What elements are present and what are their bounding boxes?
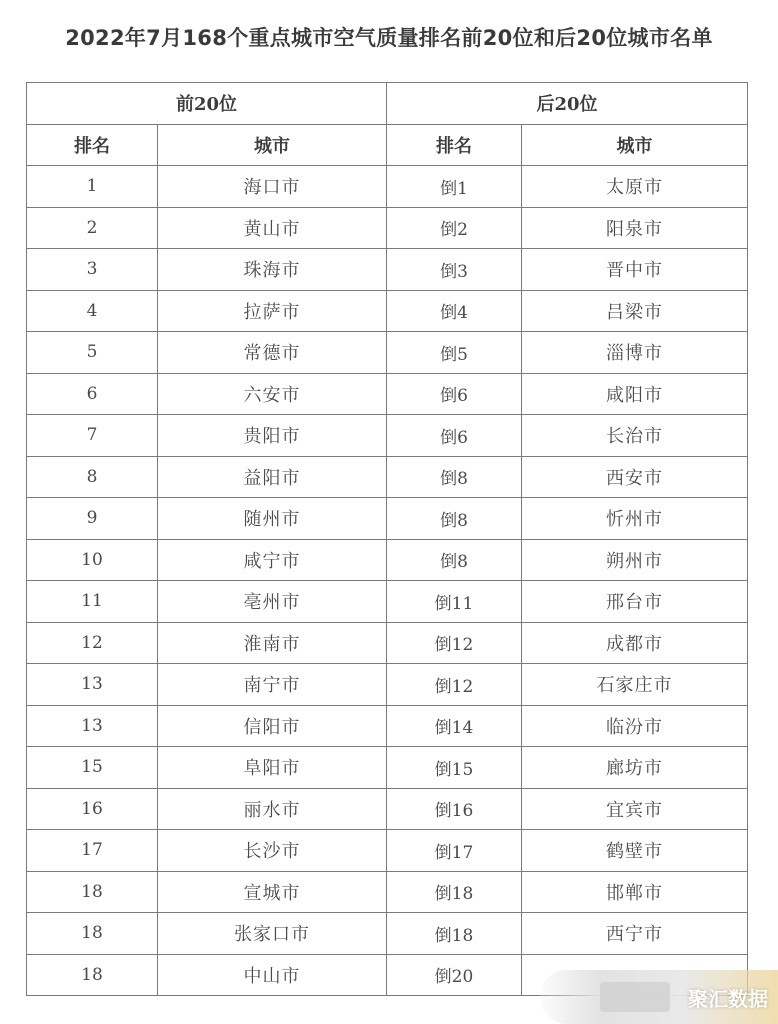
- table-body: [27, 166, 748, 996]
- city-top-cell: 随州市: [158, 498, 387, 540]
- table-row: [27, 788, 748, 830]
- city-bottom-cell: 石家庄市: [522, 664, 748, 706]
- table-row: [27, 622, 748, 664]
- city-bottom-cell: 淄博市: [522, 332, 748, 374]
- column-header-rank-bottom: 排名: [387, 124, 522, 166]
- table-row: [27, 830, 748, 872]
- table-row: [27, 249, 748, 291]
- group-header-row: [27, 83, 748, 125]
- rank-top-cell: 6: [27, 373, 158, 415]
- rank-bottom-cell: 倒2: [387, 207, 522, 249]
- city-top-cell: 丽水市: [158, 788, 387, 830]
- city-top-cell: 长沙市: [158, 830, 387, 872]
- rank-top-cell: 4: [27, 290, 158, 332]
- rank-top-cell: 3: [27, 249, 158, 291]
- rank-top-cell: 10: [27, 539, 158, 581]
- rank-bottom-cell: 倒5: [387, 332, 522, 374]
- rank-bottom-cell: 倒17: [387, 830, 522, 872]
- rank-top-cell: 12: [27, 622, 158, 664]
- watermark-text: 聚汇数据: [688, 986, 768, 1011]
- city-top-cell: 南宁市: [158, 664, 387, 706]
- column-header-city-top: 城市: [158, 124, 387, 166]
- table-row: [27, 207, 748, 249]
- table-row: [27, 415, 748, 457]
- city-bottom-cell: 朔州市: [522, 539, 748, 581]
- city-bottom-cell: 西安市: [522, 456, 748, 498]
- rank-top-cell: 11: [27, 581, 158, 623]
- rank-bottom-cell: 倒4: [387, 290, 522, 332]
- city-bottom-cell: 吕梁市: [522, 290, 748, 332]
- city-bottom-cell: 忻州市: [522, 498, 748, 540]
- city-top-cell: 珠海市: [158, 249, 387, 291]
- table-row: [27, 664, 748, 706]
- city-top-cell: 常德市: [158, 332, 387, 374]
- city-top-cell: 拉萨市: [158, 290, 387, 332]
- rank-top-cell: 18: [27, 954, 158, 996]
- group-header-top20: 前20位: [27, 83, 387, 125]
- rank-top-cell: 8: [27, 456, 158, 498]
- rank-top-cell: 2: [27, 207, 158, 249]
- table-row: [27, 456, 748, 498]
- rank-top-cell: 7: [27, 415, 158, 457]
- city-top-cell: 信阳市: [158, 705, 387, 747]
- city-bottom-cell: 太原市: [522, 166, 748, 208]
- rank-top-cell: 15: [27, 747, 158, 789]
- city-top-cell: 淮南市: [158, 622, 387, 664]
- rank-bottom-cell: 倒3: [387, 249, 522, 291]
- city-top-cell: 咸宁市: [158, 539, 387, 581]
- table-row: [27, 581, 748, 623]
- table-row: [27, 871, 748, 913]
- page-title: 2022年7月168个重点城市空气质量排名前20位和后20位城市名单: [65, 26, 713, 50]
- table-row: [27, 705, 748, 747]
- rank-top-cell: 17: [27, 830, 158, 872]
- city-bottom-cell: 西宁市: [522, 913, 748, 955]
- table-row: [27, 498, 748, 540]
- rank-top-cell: 18: [27, 871, 158, 913]
- table-row: [27, 747, 748, 789]
- rank-bottom-cell: 倒16: [387, 788, 522, 830]
- rank-bottom-cell: 倒15: [387, 747, 522, 789]
- rank-top-cell: 1: [27, 166, 158, 208]
- rank-top-cell: 13: [27, 664, 158, 706]
- rank-top-cell: 18: [27, 913, 158, 955]
- table-row: [27, 166, 748, 208]
- rank-bottom-cell: 倒8: [387, 498, 522, 540]
- rank-bottom-cell: 倒12: [387, 664, 522, 706]
- city-bottom-cell: 邯郸市: [522, 871, 748, 913]
- city-top-cell: 中山市: [158, 954, 387, 996]
- city-top-cell: 阜阳市: [158, 747, 387, 789]
- table-row: [27, 373, 748, 415]
- city-top-cell: 六安市: [158, 373, 387, 415]
- rank-bottom-cell: 倒8: [387, 456, 522, 498]
- table-row: [27, 913, 748, 955]
- rank-top-cell: 5: [27, 332, 158, 374]
- city-bottom-cell: 长治市: [522, 415, 748, 457]
- rank-bottom-cell: 倒6: [387, 415, 522, 457]
- city-bottom-cell: 邢台市: [522, 581, 748, 623]
- rank-bottom-cell: 倒11: [387, 581, 522, 623]
- city-top-cell: 益阳市: [158, 456, 387, 498]
- city-top-cell: 宣城市: [158, 871, 387, 913]
- city-bottom-cell: 宜宾市: [522, 788, 748, 830]
- blurred-region: [600, 982, 670, 1012]
- city-bottom-cell: 鹤壁市: [522, 830, 748, 872]
- city-top-cell: 张家口市: [158, 913, 387, 955]
- city-top-cell: 贵阳市: [158, 415, 387, 457]
- rank-bottom-cell: 倒12: [387, 622, 522, 664]
- column-header-row: [27, 124, 748, 166]
- column-header-rank-top: 排名: [27, 124, 158, 166]
- group-header-bottom20: 后20位: [387, 83, 748, 125]
- watermark-logo: [540, 970, 778, 1024]
- rank-bottom-cell: 倒18: [387, 913, 522, 955]
- ranking-table: [26, 82, 748, 996]
- table-row: [27, 290, 748, 332]
- rank-bottom-cell: 倒6: [387, 373, 522, 415]
- rank-top-cell: 9: [27, 498, 158, 540]
- column-header-city-bottom: 城市: [522, 124, 748, 166]
- rank-bottom-cell: 倒20: [387, 954, 522, 996]
- city-top-cell: 黄山市: [158, 207, 387, 249]
- table-row: [27, 539, 748, 581]
- city-bottom-cell: 晋中市: [522, 249, 748, 291]
- city-top-cell: 亳州市: [158, 581, 387, 623]
- city-bottom-cell: 阳泉市: [522, 207, 748, 249]
- rank-top-cell: 13: [27, 705, 158, 747]
- rank-bottom-cell: 倒14: [387, 705, 522, 747]
- rank-bottom-cell: 倒1: [387, 166, 522, 208]
- rank-bottom-cell: 倒18: [387, 871, 522, 913]
- city-bottom-cell: 廊坊市: [522, 747, 748, 789]
- city-bottom-cell: 成都市: [522, 622, 748, 664]
- rank-top-cell: 16: [27, 788, 158, 830]
- city-top-cell: 海口市: [158, 166, 387, 208]
- city-bottom-cell: 临汾市: [522, 705, 748, 747]
- city-bottom-cell: 咸阳市: [522, 373, 748, 415]
- rank-bottom-cell: 倒8: [387, 539, 522, 581]
- table-row: [27, 332, 748, 374]
